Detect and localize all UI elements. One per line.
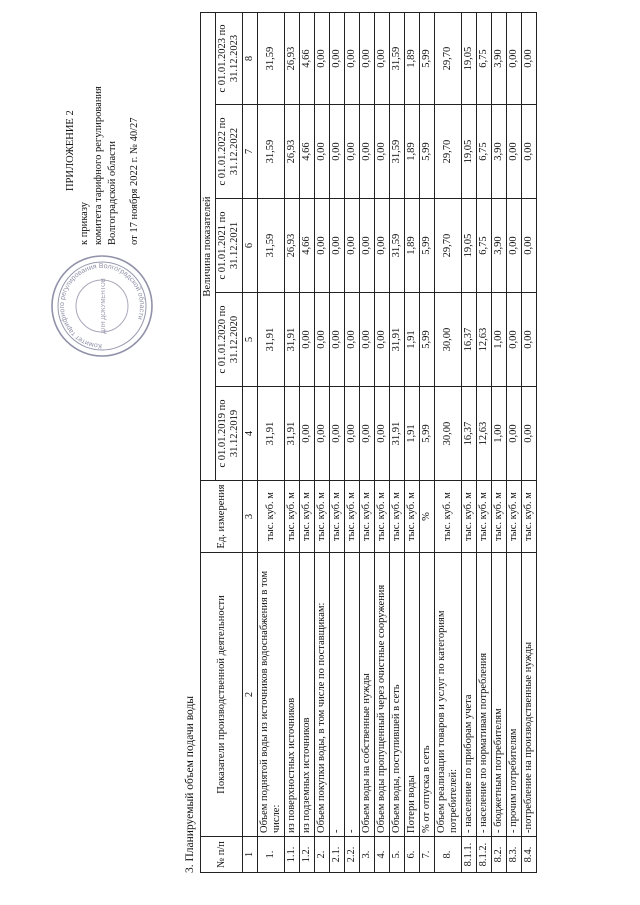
row-value: 0,00 [315,13,330,105]
row-value: 3,90 [492,199,507,293]
column-index: 7 [243,105,258,199]
row-value: 31,91 [258,293,285,387]
row-value: 0,00 [360,387,375,481]
row-number: 8.4. [522,837,537,873]
table-row [435,13,462,873]
row-value: 16,37 [462,293,477,387]
order-line: к приказу [79,202,90,245]
row-value: 0,00 [375,293,390,387]
period-header: с 01.01.2023 по 31.12.2023 [216,13,243,105]
row-value: 0,00 [360,105,375,199]
appendix-label: ПРИЛОЖЕНИЕ 2 [65,110,76,191]
column-index: 4 [243,387,258,481]
row-unit: тыс. куб. м [345,481,360,553]
row-value: 31,91 [285,387,300,481]
row-value: 19,05 [462,105,477,199]
row-value: 4,66 [300,199,315,293]
seal-ring-text: Комитет тарифного регулирования Волгоградской области [58,262,146,350]
table-row [345,13,360,873]
row-number: 3. [360,837,375,873]
row-value: 31,91 [258,387,285,481]
row-unit: тыс. куб. м [522,481,537,553]
table-row [522,13,537,873]
row-number: 5. [390,837,405,873]
row-name: Потери воды [405,553,420,837]
row-unit: тыс. куб. м [492,481,507,553]
row-number: 8.3. [507,837,522,873]
row-value: 0,00 [375,13,390,105]
water-supply-table [200,12,537,873]
row-value: 0,00 [345,13,360,105]
column-index: 1 [243,837,258,873]
row-value: 26,93 [285,105,300,199]
table-body [243,13,537,873]
row-name: - [345,553,360,837]
table-row [300,13,315,873]
section-title: 3. Планируемый объем подачи воды [184,695,196,873]
row-value: 1,00 [492,293,507,387]
table-row [375,13,390,873]
col-name-header: Показатели производственной деятельности [201,553,243,837]
row-name: из подземных источников [300,553,315,837]
row-value: 1,91 [405,387,420,481]
row-name: Объем воды на собственные нужды [360,553,375,837]
row-value: 31,59 [390,199,405,293]
column-index: 8 [243,13,258,105]
row-value: 1,89 [405,105,420,199]
row-number: 4. [375,837,390,873]
column-index-row [243,13,258,873]
row-name: - население по нормативам потребления [477,553,492,837]
order-date: от 17 ноября 2022 г. № 40/27 [129,117,140,245]
row-value: 0,00 [507,105,522,199]
row-number: 2. [315,837,330,873]
row-number: 1.1. [285,837,300,873]
row-value: 31,59 [390,13,405,105]
row-unit: тыс. куб. м [258,481,285,553]
row-value: 1,91 [405,293,420,387]
row-number: 2.2. [345,837,360,873]
row-value: 4,66 [300,13,315,105]
row-value: 4,66 [300,105,315,199]
row-value: 30,00 [435,387,462,481]
row-value: 0,00 [345,105,360,199]
official-seal [48,252,156,360]
row-value: 29,70 [435,105,462,199]
row-value: 0,00 [375,105,390,199]
row-value: 0,00 [315,387,330,481]
row-number: 8. [435,837,462,873]
row-name: - бюджетным потребителям [492,553,507,837]
row-name: -потребление на производственные нужды [522,553,537,837]
row-value: 0,00 [330,13,345,105]
row-value: 0,00 [375,199,390,293]
row-number: 8.1.2. [477,837,492,873]
table-row [492,13,507,873]
row-value: 31,59 [258,199,285,293]
row-value: 1,89 [405,13,420,105]
period-header: с 01.01.2019 по 31.12.2019 [216,387,243,481]
row-value: 1,89 [405,199,420,293]
row-name: Объем реализации товаров и услуг по категориям потребителей: [435,553,462,837]
row-value: 19,05 [462,199,477,293]
row-value: 0,00 [507,293,522,387]
row-value: 0,00 [330,105,345,199]
col-num-header: № п/п [201,837,243,873]
row-value: 0,00 [300,293,315,387]
row-name: - прочим потребителям [507,553,522,837]
row-unit: тыс. куб. м [360,481,375,553]
row-unit: тыс. куб. м [462,481,477,553]
row-value: 0,00 [507,13,522,105]
table-row [285,13,300,873]
row-value: 0,00 [507,199,522,293]
row-name: из поверхностных источников [285,553,300,837]
row-value: 0,00 [522,13,537,105]
row-unit: тыс. куб. м [477,481,492,553]
table-row [477,13,492,873]
row-value: 26,93 [285,199,300,293]
row-unit: тыс. куб. м [390,481,405,553]
row-value: 0,00 [315,199,330,293]
group-header: Величина показателей [201,13,216,481]
row-name: Объем воды пропущенный через очистные сооружения [375,553,390,837]
row-value: 5,99 [420,387,435,481]
row-name: Объем поднятой воды из источников водоснабжения в том числе: [258,553,285,837]
row-value: 31,59 [258,13,285,105]
committee-line: комитета тарифного регулирования [93,86,104,245]
row-unit: тыс. куб. м [300,481,315,553]
row-value: 6,75 [477,13,492,105]
row-value: 19,05 [462,13,477,105]
row-value: 0,00 [330,387,345,481]
row-name: - [330,553,345,837]
row-value: 26,93 [285,13,300,105]
row-unit: % [420,481,435,553]
row-value: 0,00 [345,199,360,293]
row-value: 0,00 [345,387,360,481]
row-number: 8.2. [492,837,507,873]
row-value: 16,37 [462,387,477,481]
row-value: 5,99 [420,199,435,293]
row-value: 0,00 [360,293,375,387]
table-row [360,13,375,873]
seal-center-text: ДЛЯ ДОКУМЕНТОВ [101,278,107,334]
row-value: 29,70 [435,199,462,293]
row-value: 31,59 [390,105,405,199]
period-header: с 01.01.2020 по 31.12.2020 [216,293,243,387]
column-index: 3 [243,481,258,553]
row-value: 1,00 [492,387,507,481]
row-number: 8.1.1. [462,837,477,873]
table-row [405,13,420,873]
row-name: Объем покупки воды, в том числе по поставщикам: [315,553,330,837]
row-unit: тыс. куб. м [405,481,420,553]
row-unit: тыс. куб. м [375,481,390,553]
row-unit: тыс. куб. м [285,481,300,553]
row-value: 0,00 [375,387,390,481]
row-value: 0,00 [522,293,537,387]
table-row [462,13,477,873]
row-value: 31,91 [285,293,300,387]
row-value: 0,00 [315,293,330,387]
row-value: 0,00 [522,199,537,293]
col-unit-header: Ед. измерения [201,481,243,553]
table-row [258,13,285,873]
row-value: 0,00 [300,387,315,481]
table-row [420,13,435,873]
row-value: 31,91 [390,387,405,481]
row-value: 0,00 [345,293,360,387]
row-value: 6,75 [477,105,492,199]
table-row [330,13,345,873]
column-index: 6 [243,199,258,293]
row-value: 5,99 [420,13,435,105]
table-row [315,13,330,873]
row-number: 7. [420,837,435,873]
row-unit: тыс. куб. м [315,481,330,553]
row-value: 3,90 [492,13,507,105]
row-number: 1.2. [300,837,315,873]
row-value: 5,99 [420,293,435,387]
table-row [507,13,522,873]
column-index: 2 [243,553,258,837]
row-value: 0,00 [330,293,345,387]
row-value: 0,00 [360,13,375,105]
period-header: с 01.01.2022 по 31.12.2022 [216,105,243,199]
row-value: 0,00 [522,387,537,481]
period-header: с 01.01.2021 по 31.12.2021 [216,199,243,293]
row-value: 0,00 [330,199,345,293]
row-value: 12,63 [477,387,492,481]
column-index: 5 [243,293,258,387]
row-number: 6. [405,837,420,873]
row-value: 5,99 [420,105,435,199]
row-value: 31,91 [390,293,405,387]
table-row [390,13,405,873]
row-number: 1. [258,837,285,873]
row-value: 3,90 [492,105,507,199]
row-value: 0,00 [360,199,375,293]
row-name: - население по приборам учета [462,553,477,837]
row-value: 29,70 [435,13,462,105]
row-value: 31,59 [258,105,285,199]
row-value: 6,75 [477,199,492,293]
row-name: % от отпуска в сеть [420,553,435,837]
row-value: 30,00 [435,293,462,387]
row-unit: тыс. куб. м [507,481,522,553]
document-header [64,15,142,245]
row-value: 0,00 [522,105,537,199]
row-value: 0,00 [507,387,522,481]
row-value: 12,63 [477,293,492,387]
row-unit: тыс. куб. м [330,481,345,553]
region-line: Волгоградской области [107,140,118,245]
row-value: 0,00 [315,105,330,199]
row-name: Объем воды, поступившей в сеть [390,553,405,837]
row-number: 2.1. [330,837,345,873]
row-unit: тыс. куб. м [435,481,462,553]
